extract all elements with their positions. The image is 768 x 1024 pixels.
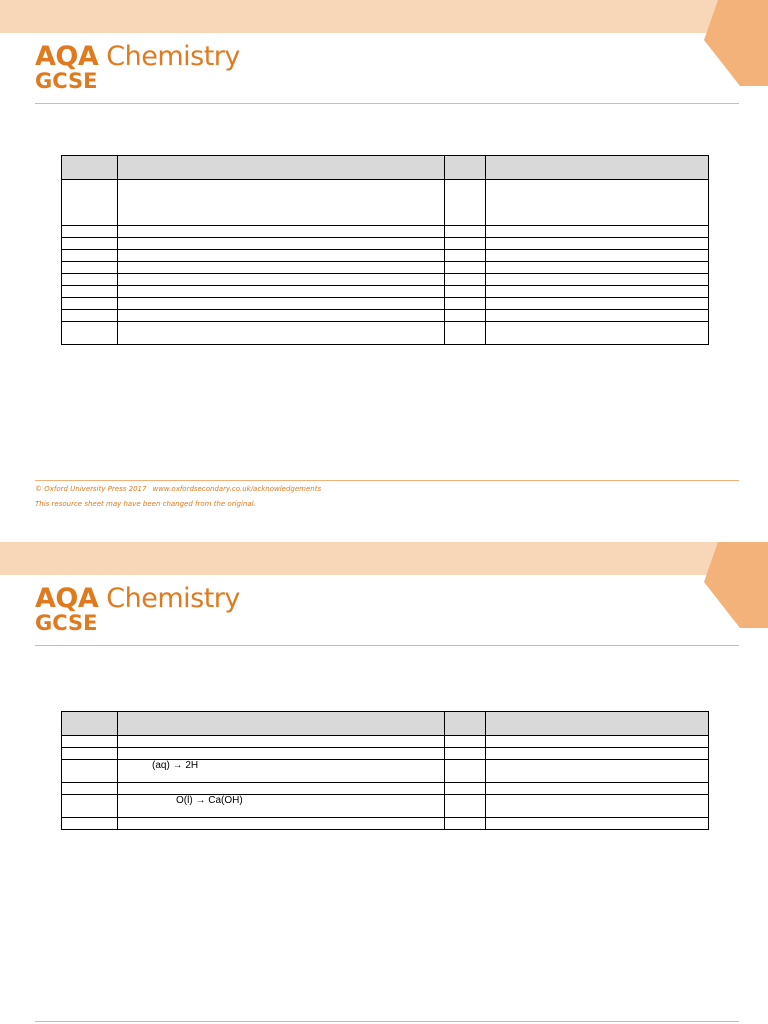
table-cell xyxy=(118,250,445,262)
table-row xyxy=(62,298,709,310)
table-cell xyxy=(62,310,118,322)
table-cell xyxy=(118,818,445,830)
table-row xyxy=(62,795,709,818)
table-cell xyxy=(486,226,709,238)
table-cell xyxy=(486,238,709,250)
aqa-chemistry-logo xyxy=(35,585,240,634)
table-cell xyxy=(62,250,118,262)
table-cell xyxy=(486,262,709,274)
table-cell xyxy=(118,180,445,226)
table-cell xyxy=(445,298,486,310)
table-cell xyxy=(486,250,709,262)
table-cell xyxy=(486,286,709,298)
logo-aqa: AQA xyxy=(35,41,99,72)
table-cell xyxy=(62,795,118,818)
header-band xyxy=(0,0,768,33)
table-cell xyxy=(445,760,486,783)
table-row xyxy=(62,286,709,298)
table-cell xyxy=(62,238,118,250)
table-row xyxy=(62,322,709,345)
table-row xyxy=(62,736,709,748)
footer-copyright: © Oxford University Press 2017 xyxy=(35,485,147,493)
table-cell xyxy=(118,322,445,345)
header-corner-shape xyxy=(704,0,768,86)
table-cell xyxy=(486,736,709,748)
table-cell xyxy=(486,180,709,226)
table-cell xyxy=(445,238,486,250)
footer-note: This resource sheet may have been changed from the original. xyxy=(35,500,256,508)
table-cell xyxy=(445,250,486,262)
table-cell xyxy=(118,262,445,274)
footer-divider xyxy=(35,1021,739,1022)
table-cell xyxy=(445,274,486,286)
table-header-row xyxy=(62,712,709,736)
equation-cell: O(l) → Ca(OH) xyxy=(118,795,445,818)
header-corner-shape xyxy=(704,542,768,628)
answer-table xyxy=(61,711,709,830)
table-cell xyxy=(62,262,118,274)
worksheet-page-2 xyxy=(0,542,768,1024)
table-cell xyxy=(486,274,709,286)
table-cell xyxy=(62,298,118,310)
table-cell xyxy=(118,286,445,298)
table-cell xyxy=(62,180,118,226)
answer-table xyxy=(61,155,709,345)
table-cell xyxy=(445,156,486,180)
table-cell xyxy=(62,783,118,795)
table-cell xyxy=(445,322,486,345)
table-cell xyxy=(118,274,445,286)
table-row xyxy=(62,748,709,760)
table-row xyxy=(62,310,709,322)
table-cell xyxy=(118,748,445,760)
table-cell xyxy=(118,310,445,322)
table-cell xyxy=(62,226,118,238)
table-row xyxy=(62,238,709,250)
aqa-chemistry-logo xyxy=(35,43,240,92)
footer-acknowledgements-link[interactable]: www.oxfordsecondary.co.uk/acknowledgements xyxy=(152,485,322,493)
table-row xyxy=(62,274,709,286)
table-cell xyxy=(62,286,118,298)
table-cell xyxy=(445,712,486,736)
table-row xyxy=(62,250,709,262)
table-row xyxy=(62,760,709,783)
table-row xyxy=(62,226,709,238)
table-cell xyxy=(62,712,118,736)
equation-cell: (aq) → 2H xyxy=(118,760,445,783)
header-band xyxy=(0,542,768,575)
logo-aqa: AQA xyxy=(35,583,99,614)
table-cell xyxy=(445,286,486,298)
table-cell xyxy=(445,736,486,748)
table-cell xyxy=(486,795,709,818)
table-row xyxy=(62,783,709,795)
table-row xyxy=(62,262,709,274)
table-cell xyxy=(62,156,118,180)
table-cell xyxy=(445,262,486,274)
table-cell xyxy=(62,736,118,748)
table-cell xyxy=(445,795,486,818)
table-cell xyxy=(486,760,709,783)
table-header-row xyxy=(62,156,709,180)
footer-divider xyxy=(35,480,739,481)
table-cell xyxy=(62,760,118,783)
table-row xyxy=(62,180,709,226)
logo-gcse: GCSE xyxy=(35,611,98,635)
logo-gcse: GCSE xyxy=(35,69,98,93)
table-cell xyxy=(486,322,709,345)
table-cell xyxy=(118,736,445,748)
table-cell xyxy=(445,748,486,760)
table-cell xyxy=(486,712,709,736)
table-cell xyxy=(118,298,445,310)
logo-chemistry: Chemistry xyxy=(106,41,240,72)
table-cell xyxy=(118,226,445,238)
table-cell xyxy=(445,818,486,830)
table-cell xyxy=(62,322,118,345)
table-cell xyxy=(486,156,709,180)
table-cell xyxy=(118,712,445,736)
table-cell xyxy=(62,818,118,830)
table-cell xyxy=(486,783,709,795)
table-cell xyxy=(62,274,118,286)
table-cell xyxy=(486,298,709,310)
table-cell xyxy=(445,783,486,795)
table-cell xyxy=(486,748,709,760)
footer-copyright-line xyxy=(35,485,321,493)
header-divider xyxy=(35,645,739,646)
table-row xyxy=(62,818,709,830)
table-cell xyxy=(445,226,486,238)
table-cell xyxy=(118,238,445,250)
table-cell xyxy=(486,818,709,830)
table-cell xyxy=(486,310,709,322)
table-cell xyxy=(118,156,445,180)
table-cell xyxy=(445,180,486,226)
table-cell xyxy=(62,748,118,760)
header-divider xyxy=(35,103,739,104)
logo-chemistry: Chemistry xyxy=(106,583,240,614)
table-cell xyxy=(445,310,486,322)
table-cell xyxy=(118,783,445,795)
